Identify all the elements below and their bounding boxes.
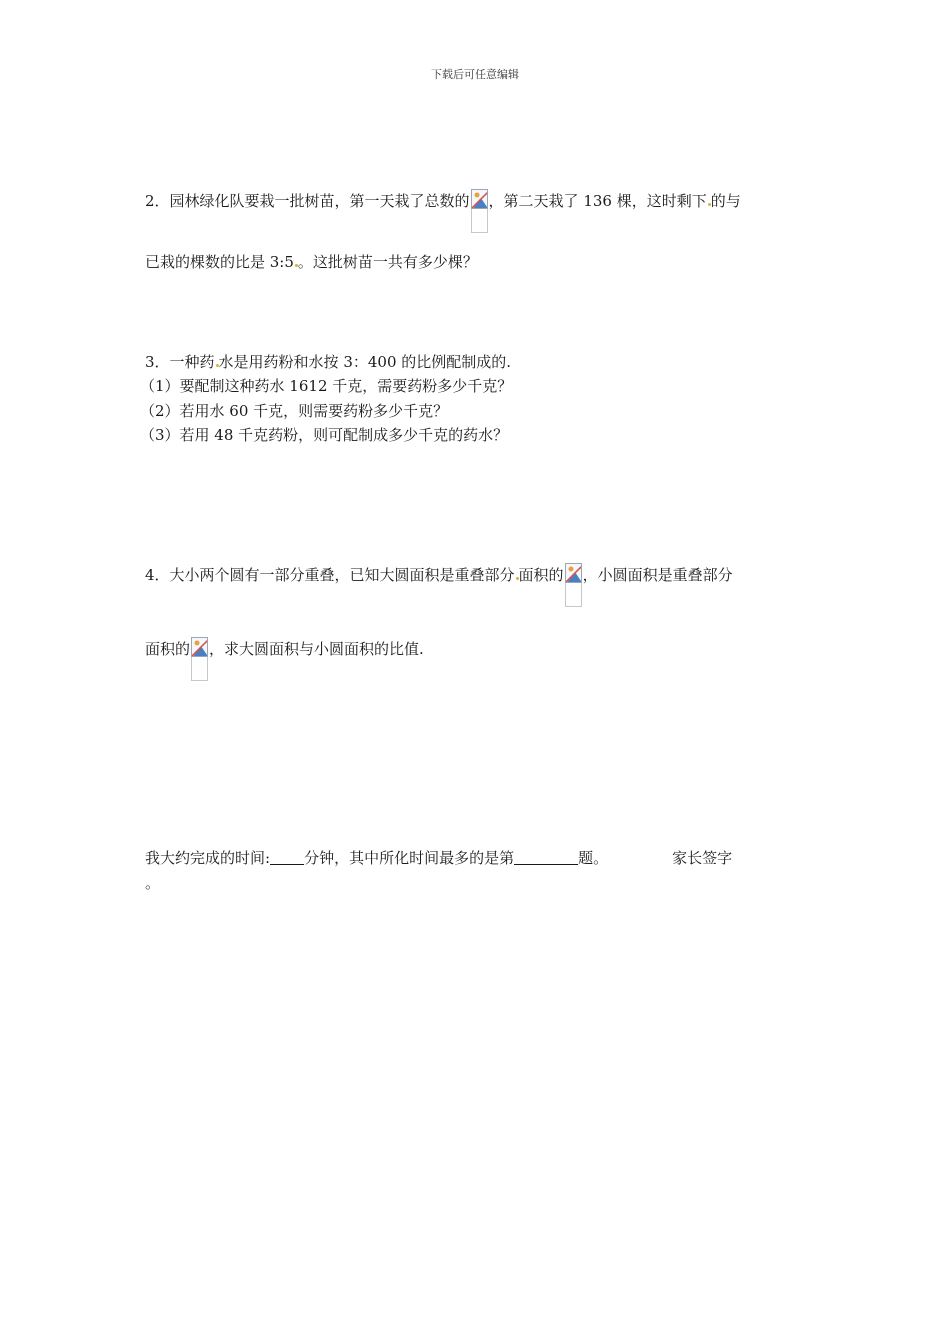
question-3-text: 3．一种药 xyxy=(145,353,215,371)
question-4-text: 4．大小两个圆有一部分重叠，已知大圆面积是重叠部分 xyxy=(145,566,515,584)
question-2-text: ，第二天栽了 136 棵，这时剩下 xyxy=(488,192,707,210)
question-2-text: 。这批树苗一共有多少棵？ xyxy=(297,253,478,271)
page-header: 下载后可任意编辑 xyxy=(431,68,519,81)
question-2-text: 的与 xyxy=(710,192,741,210)
question-4-text: 面积的 xyxy=(518,566,564,584)
question-3-sub-1: （1）要配制这种药水 1612 千克，需要药粉多少千克？ xyxy=(140,377,513,395)
fraction-image-icon xyxy=(471,189,488,209)
footer-text: 分钟，其中所化时间最多的是第 xyxy=(304,849,515,867)
fraction-image-icon xyxy=(565,563,582,583)
question-2-line-1 xyxy=(145,189,741,211)
time-blank[interactable] xyxy=(270,850,304,865)
question-4-line-2 xyxy=(145,637,424,659)
fraction-image-icon xyxy=(191,637,208,657)
question-3-text: 水是用药粉和水按 3：400 的比例配制成的. xyxy=(218,353,512,371)
question-3-title xyxy=(145,352,511,372)
question-4-text: 面积的 xyxy=(145,640,191,658)
footer-end-mark: 。 xyxy=(145,874,161,892)
question-3-sub-2: （2）若用水 60 千克，则需要药粉多少千克？ xyxy=(140,402,449,420)
question-2-text: 2．园林绿化队要栽一批树苗，第一天栽了总数的 xyxy=(145,192,470,210)
footer-text: 我大约完成的时间: xyxy=(145,849,271,867)
question-4-text: ，小圆面积是重叠部分 xyxy=(582,566,733,584)
question-4-text: ，求大圆面积与小圆面积的比值. xyxy=(209,640,424,658)
question-4-line-1 xyxy=(145,563,733,585)
footer-line xyxy=(145,848,732,868)
footer-text: 题。 xyxy=(578,849,609,867)
question-3-sub-3: （3）若用 48 千克药粉，则可配制成多少千克的药水？ xyxy=(140,426,509,444)
question-number-blank[interactable] xyxy=(514,850,578,865)
question-2-text: 已栽的棵数的比是 3:5 xyxy=(145,253,294,271)
question-2-line-2 xyxy=(145,252,478,272)
parent-signature-label: 家长签字 xyxy=(672,849,733,867)
